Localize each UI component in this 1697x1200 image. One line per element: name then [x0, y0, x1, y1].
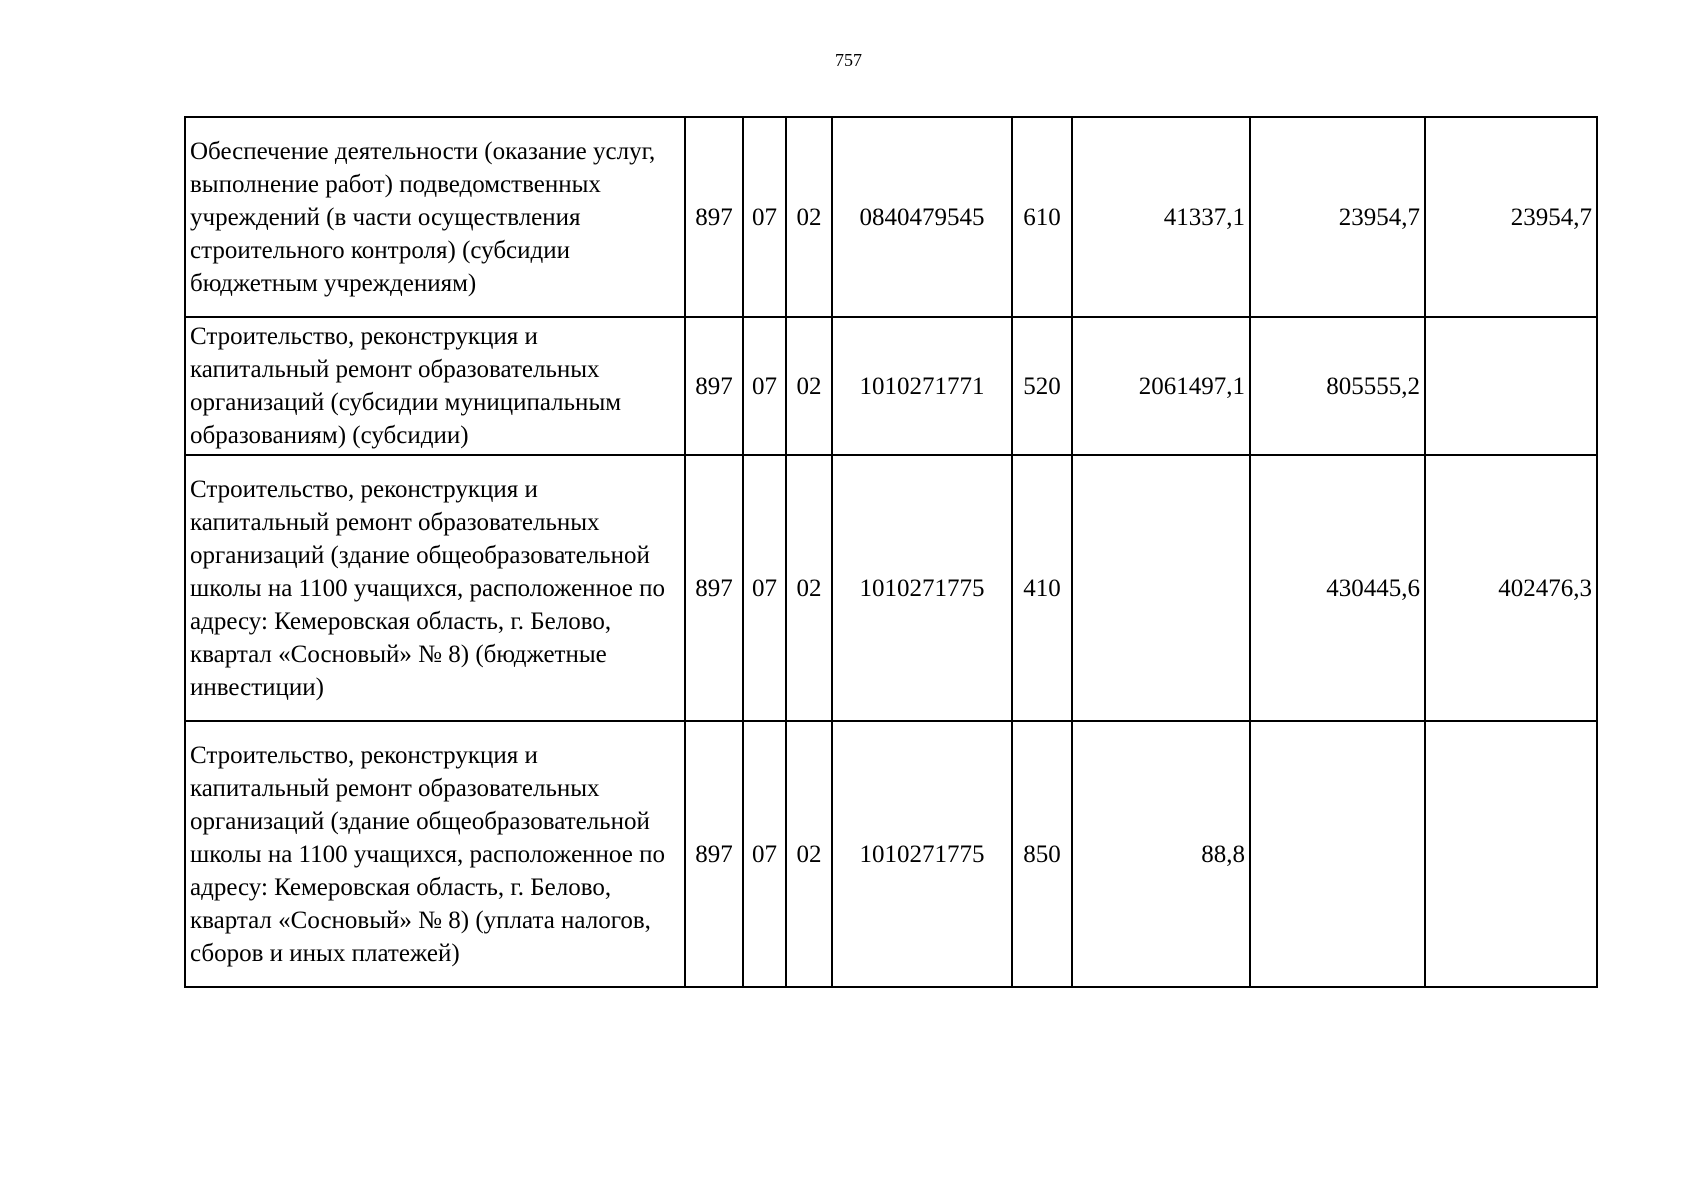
amount-2: [1250, 721, 1425, 987]
amount-3: [1425, 721, 1597, 987]
grbs-code: 897: [685, 721, 743, 987]
amount-3: 23954,7: [1425, 117, 1597, 317]
amount-1: 2061497,1: [1072, 317, 1250, 455]
amount-2: 430445,6: [1250, 455, 1425, 721]
subsection-code: 02: [786, 317, 832, 455]
expense-type-code: 610: [1012, 117, 1072, 317]
subsection-code: 02: [786, 117, 832, 317]
section-code: 07: [743, 455, 786, 721]
table-row: [185, 455, 1597, 721]
expense-type-code: 850: [1012, 721, 1072, 987]
table-row: [185, 117, 1597, 317]
section-code: 07: [743, 721, 786, 987]
row-description: Строительство, реконструкция и капитальный ремонт образовательных организаций (субсидии муниципальным образованиям) (субсидии): [185, 317, 685, 455]
section-code: 07: [743, 317, 786, 455]
amount-3: [1425, 317, 1597, 455]
subsection-code: 02: [786, 455, 832, 721]
target-article-code: 1010271771: [832, 317, 1012, 455]
grbs-code: 897: [685, 317, 743, 455]
row-description: Строительство, реконструкция и капитальный ремонт образовательных организаций (здание общеобразовательной школы на 1100 учащихся, расположенное по адресу: Кемеровская область, г. Белово, квартал «Сосновый» № 8) (уплата налогов, сборов и иных платежей): [185, 721, 685, 987]
expense-type-code: 410: [1012, 455, 1072, 721]
row-description: Строительство, реконструкция и капитальный ремонт образовательных организаций (здание общеобразовательной школы на 1100 учащихся, расположенное по адресу: Кемеровская область, г. Белово, квартал «Сосновый» № 8) (бюджетные инвестиции): [185, 455, 685, 721]
amount-2: 805555,2: [1250, 317, 1425, 455]
amount-1: [1072, 455, 1250, 721]
expense-type-code: 520: [1012, 317, 1072, 455]
target-article-code: 0840479545: [832, 117, 1012, 317]
section-code: 07: [743, 117, 786, 317]
table-row: [185, 721, 1597, 987]
amount-1: 41337,1: [1072, 117, 1250, 317]
table-row: [185, 317, 1597, 455]
row-description: Обеспечение деятельности (оказание услуг, выполнение работ) подведомственных учреждений (в части осуществления строительного контроля) (субсидии бюджетным учреждениям): [185, 117, 685, 317]
subsection-code: 02: [786, 721, 832, 987]
grbs-code: 897: [685, 455, 743, 721]
target-article-code: 1010271775: [832, 721, 1012, 987]
amount-2: 23954,7: [1250, 117, 1425, 317]
page-number: 757: [835, 50, 862, 70]
amount-1: 88,8: [1072, 721, 1250, 987]
amount-3: 402476,3: [1425, 455, 1597, 721]
grbs-code: 897: [685, 117, 743, 317]
budget-table: [184, 116, 1598, 988]
target-article-code: 1010271775: [832, 455, 1012, 721]
